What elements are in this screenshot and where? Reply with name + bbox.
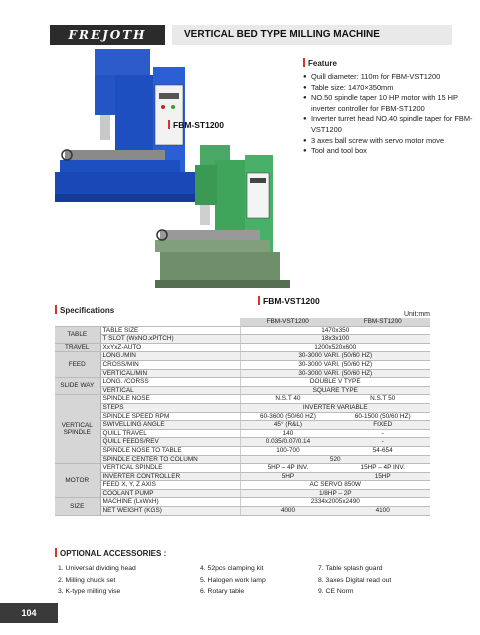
spec-value-st1200: N.S.T 50 xyxy=(335,395,430,404)
spec-item-label: VERTICAL SPINDLE xyxy=(100,464,240,473)
spec-item-label: SWIVELLING ANGLE xyxy=(100,421,240,430)
specifications-table xyxy=(55,318,430,516)
table-row xyxy=(55,326,430,335)
spec-group-label: TABLE xyxy=(55,326,100,343)
table-corner xyxy=(100,318,240,326)
spec-value-shared: 1200x520x600 xyxy=(240,343,430,352)
spec-item-label: LONG./MIN xyxy=(100,352,240,361)
spec-value-shared: SQUARE TYPE xyxy=(240,386,430,395)
column-header-vst1200: FBM-VST1200 xyxy=(240,318,335,326)
feature-title: Feature xyxy=(303,58,473,68)
spec-item-label: SPINDLE SPEED RPM xyxy=(100,412,240,421)
table-corner xyxy=(55,318,100,326)
accessory-item: 2. Milling chuck set xyxy=(58,576,116,584)
spec-value-st1200: 54-654 xyxy=(335,446,430,455)
spec-item-label: CROSS/MIN xyxy=(100,360,240,369)
table-row xyxy=(55,352,430,361)
spec-value-st1200: 60-1500 (50/60 HZ) xyxy=(335,412,430,421)
spec-value-shared: AC SERVO 850W xyxy=(240,481,430,490)
spec-value-vst1200: 0.035/0.07/0.14 xyxy=(240,438,335,447)
spec-item-label: TABLE SIZE xyxy=(100,326,240,335)
spec-item-label: VERTICAL/MIN xyxy=(100,369,240,378)
spec-group-label: SIZE xyxy=(55,498,100,515)
page-header xyxy=(0,25,480,45)
spec-value-vst1200: 100-700 xyxy=(240,446,335,455)
spec-group-label: FEED xyxy=(55,352,100,378)
table-row xyxy=(55,421,430,430)
spec-group-label: VERTICAL SPINDLE xyxy=(55,395,100,464)
table-row xyxy=(55,429,430,438)
spec-item-label: VERTICAL xyxy=(100,386,240,395)
feature-item: ● Tool and tool box xyxy=(303,146,473,157)
table-row xyxy=(55,472,430,481)
spec-value-shared: 18x3x100 xyxy=(240,335,430,344)
brand-logo: FREJOTH xyxy=(50,25,165,45)
spec-value-vst1200: 140 xyxy=(240,429,335,438)
accessory-item: 4. 52pcs clamping kit xyxy=(200,565,264,572)
spec-item-label: SPINDLE NOSE xyxy=(100,395,240,404)
feature-item: ● Table size: 1470×350mm xyxy=(303,83,473,94)
specifications-body xyxy=(55,326,430,515)
table-row xyxy=(55,395,430,404)
page-number: 104 xyxy=(0,603,58,623)
feature-section xyxy=(303,58,473,157)
feature-item: ● Quill diameter: 110m for FBM-VST1200 xyxy=(303,72,473,83)
table-row xyxy=(55,455,430,464)
column-header-st1200: FBM-ST1200 xyxy=(335,318,430,326)
spec-item-label: INVERTER CONTROLLER xyxy=(100,472,240,481)
table-row xyxy=(55,446,430,455)
accessories-column-1 xyxy=(58,563,136,598)
table-row xyxy=(55,464,430,473)
spec-item-label: MACHINE (LxWxH) xyxy=(100,498,240,507)
spec-value-st1200: 4100 xyxy=(335,507,430,516)
table-row xyxy=(55,498,430,507)
spec-value-st1200: 15HP – 4P INV. xyxy=(335,464,430,473)
spec-item-label: STEPS xyxy=(100,403,240,412)
spec-value-shared: 2334x2005x2490 xyxy=(240,498,430,507)
page-title: VERTICAL BED TYPE MILLING MACHINE xyxy=(172,25,452,45)
spec-value-shared: INVERTER VARIABLE xyxy=(240,403,430,412)
spec-value-vst1200: 4000 xyxy=(240,507,335,516)
accessory-item: 1. Universal dividing head xyxy=(58,565,136,572)
spec-value-shared: 1470x350 xyxy=(240,326,430,335)
table-row xyxy=(55,378,430,387)
spec-item-label: QUILL FEEDS/REV xyxy=(100,438,240,447)
accessory-item: 8. 3axes Digital read out xyxy=(318,576,392,584)
spec-value-shared: 30-3000 VARI. (50/60 HZ) xyxy=(240,352,430,361)
spec-group-label: TRAVEL xyxy=(55,343,100,352)
spec-value-shared: 30-3000 VARI. (50/60 HZ) xyxy=(240,360,430,369)
unit-label: Unit:mm xyxy=(403,311,430,318)
table-row xyxy=(55,438,430,447)
table-row xyxy=(55,386,430,395)
machine-label-vst1200: FBM-VST1200 xyxy=(258,296,320,306)
table-row xyxy=(55,403,430,412)
spec-value-vst1200: 5HP xyxy=(240,472,335,481)
spec-group-label: MOTOR xyxy=(55,464,100,498)
footer-band xyxy=(0,603,480,635)
spec-value-vst1200: 45° (R&L) xyxy=(240,421,335,430)
spec-item-label: NET WEIGHT (KGS) xyxy=(100,507,240,516)
spec-item-label: SPINDLE CENTER TO COLUMN xyxy=(100,455,240,464)
machine-label-st1200: FBM-ST1200 xyxy=(168,120,224,130)
accessory-item: 6. Rotary table xyxy=(200,588,245,595)
table-row xyxy=(55,489,430,498)
spec-group-label: SLIDE WAY xyxy=(55,378,100,395)
spec-value-st1200: - xyxy=(335,429,430,438)
spec-item-label: T SLOT (WxNO.xPITCH) xyxy=(100,335,240,344)
table-row xyxy=(55,481,430,490)
machine-image-vst1200 xyxy=(140,145,300,295)
accessories-column-3 xyxy=(318,563,391,598)
spec-item-label: XxYxZ-AUTO xyxy=(100,343,240,352)
table-row xyxy=(55,412,430,421)
table-row xyxy=(55,335,430,344)
table-row xyxy=(55,507,430,516)
spec-value-vst1200: 60-3600 (50/60 HZ) xyxy=(240,412,335,421)
accessory-item: 3. K-type milling vise xyxy=(58,588,121,595)
table-row xyxy=(55,369,430,378)
table-row xyxy=(55,343,430,352)
feature-item: ● NO.50 spindle taper 10 HP motor with 15 HP inverter controller for FBM-ST1200 xyxy=(303,93,473,114)
accessory-item: 5. Halogen work lamp xyxy=(200,576,266,584)
accessories-title: OPTIONAL ACCESSORIES : xyxy=(55,548,166,558)
spec-item-label: SPINDLE NOSE TO TABLE xyxy=(100,446,240,455)
feature-list xyxy=(303,72,473,157)
accessories-column-2 xyxy=(200,563,266,598)
spec-value-st1200: 15HP xyxy=(335,472,430,481)
feature-item: ● 3 axes ball screw with servo motor move xyxy=(303,136,473,147)
accessory-item: 7. Table splash guard xyxy=(318,565,383,572)
spec-value-shared: DOUBLE V TYPE xyxy=(240,378,430,387)
spec-value-vst1200: N.S.T 40 xyxy=(240,395,335,404)
spec-item-label: FEED X, Y, Z AXIS xyxy=(100,481,240,490)
spec-item-label: COOLANT PUMP xyxy=(100,489,240,498)
feature-item: ● Inverter turret head NO.40 spindle taper for FBM-VST1200 xyxy=(303,114,473,135)
spec-value-vst1200: 5HP – 4P INV. xyxy=(240,464,335,473)
spec-value-shared: 1/8HP – 2P xyxy=(240,489,430,498)
spec-value-shared: 520 xyxy=(240,455,430,464)
spec-item-label: LONG. /CORSS xyxy=(100,378,240,387)
spec-value-st1200: FIXED xyxy=(335,421,430,430)
accessory-item: 9. CE Norm xyxy=(318,588,354,595)
spec-item-label: QUILL TRAVEL xyxy=(100,429,240,438)
specifications-title: Specifications xyxy=(55,305,114,315)
spec-value-st1200: - xyxy=(335,438,430,447)
table-row xyxy=(55,360,430,369)
spec-value-shared: 30-3000 VARI. (50/60 HZ) xyxy=(240,369,430,378)
